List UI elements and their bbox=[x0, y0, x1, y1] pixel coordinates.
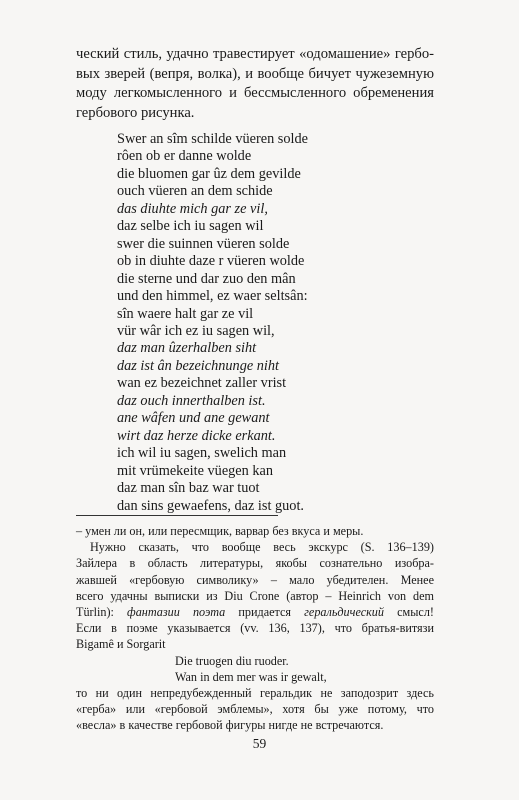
verse-line: ob in diuhte daze r vüeren wolde bbox=[117, 253, 305, 270]
verse-line: und den himmel, ez waer seltsân: bbox=[117, 288, 308, 305]
footnote-line: «герба» или «гербовой эмблемы», хотя бы уже потому, что bbox=[76, 702, 434, 717]
footnote-line: жавшей «гербовую символику» – мало убедителен. Менее bbox=[76, 572, 434, 587]
intro-line: ческий стиль, удачно травестирует «одомашение» гербо- bbox=[76, 46, 434, 62]
footnote-line bbox=[76, 604, 434, 620]
intro-line: вых зверей (вепря, волка), и вообще бичует чужеземную bbox=[76, 65, 434, 82]
footnote bbox=[76, 523, 434, 734]
verse-line: daz selbe ich iu sagen wil bbox=[117, 218, 264, 235]
footnote-quote-line: Wan in dem mer was ir gewalt, bbox=[175, 669, 327, 684]
footnote-emphasis: геральдический bbox=[304, 605, 384, 620]
intro-line: моду легкомысленного и бессмысленного обременения bbox=[76, 85, 434, 102]
intro-line: гербового рисунка. bbox=[76, 105, 195, 122]
footnote-line: Зайлера в область литературы, якобы сознательно изобра- bbox=[76, 556, 434, 571]
verse-line: Swer an sîm schilde vüeren solde bbox=[117, 131, 308, 147]
footnote-text: Türlin): bbox=[76, 605, 128, 620]
verse-line: rôen ob er danne wolde bbox=[117, 148, 252, 165]
intro-paragraph bbox=[76, 45, 434, 124]
footnote-line: всего удачны выписки из Diu Crone (автор – Heinrich von dem bbox=[76, 588, 434, 603]
verse-line: swer die suinnen vüeren solde bbox=[117, 235, 290, 252]
footnote-separator bbox=[76, 515, 278, 516]
verse-line: die bluomen gar ûz dem gevilde bbox=[117, 165, 301, 182]
footnote-emphasis: фантазии поэта bbox=[127, 605, 226, 620]
verse-line: wirt daz herze dicke erkant. bbox=[117, 427, 276, 444]
verse-line: vür wâr ich ez iu sagen wil, bbox=[117, 322, 275, 339]
verse-line: mit vrümekeite vüegen kan bbox=[117, 462, 274, 479]
footnote-text: смысл! bbox=[384, 605, 434, 620]
verse-line: dan sins gewaefens, daz ist guot. bbox=[117, 497, 305, 514]
footnote-line: Нужно сказать, что вообще весь экскурс (S. 136–139) bbox=[90, 540, 434, 555]
verse-line: daz ouch innerthalben ist. bbox=[117, 392, 266, 409]
verse-line: ouch vüeren an dem schide bbox=[117, 183, 273, 200]
verse-line: daz ist ân bezeichnunge niht bbox=[117, 357, 280, 374]
footnote-line: Bigamê и Sorgarit bbox=[76, 637, 166, 652]
footnote-line: то ни один непредубежденный геральдик не заподозрит здесь bbox=[76, 686, 434, 701]
footnote-line: – умен ли он, или пересмщик, варвар без вкуса и меры. bbox=[76, 524, 364, 538]
verse-line: daz man sîn baz war tuot bbox=[117, 480, 260, 497]
verse-line: daz man ûzerhalben siht bbox=[117, 340, 257, 357]
verse-line: das diuhte mich gar ze vil, bbox=[117, 200, 268, 217]
verse-line: sîn waere halt gar ze vil bbox=[117, 305, 254, 322]
verse-line: ich wil iu sagen, swelich man bbox=[117, 445, 287, 462]
footnote-quote-line: Die truogen diu ruoder. bbox=[175, 653, 289, 668]
verse-line: die sterne und dar zuo den mân bbox=[117, 270, 296, 287]
verse-line: ane wâfen und ane gewant bbox=[117, 410, 270, 427]
footnote-text: придается bbox=[225, 605, 305, 620]
footnote-line: Если в поэме указывается (vv. 136, 137), что братья-витязи bbox=[76, 621, 434, 636]
page-number: 59 bbox=[252, 736, 267, 751]
footnote-line: «весла» в качестве гербовой фигуры нигде не встречаются. bbox=[76, 718, 384, 733]
verse-quotation bbox=[117, 131, 308, 515]
verse-line: wan ez bezeichnet zaller vrist bbox=[117, 375, 287, 392]
